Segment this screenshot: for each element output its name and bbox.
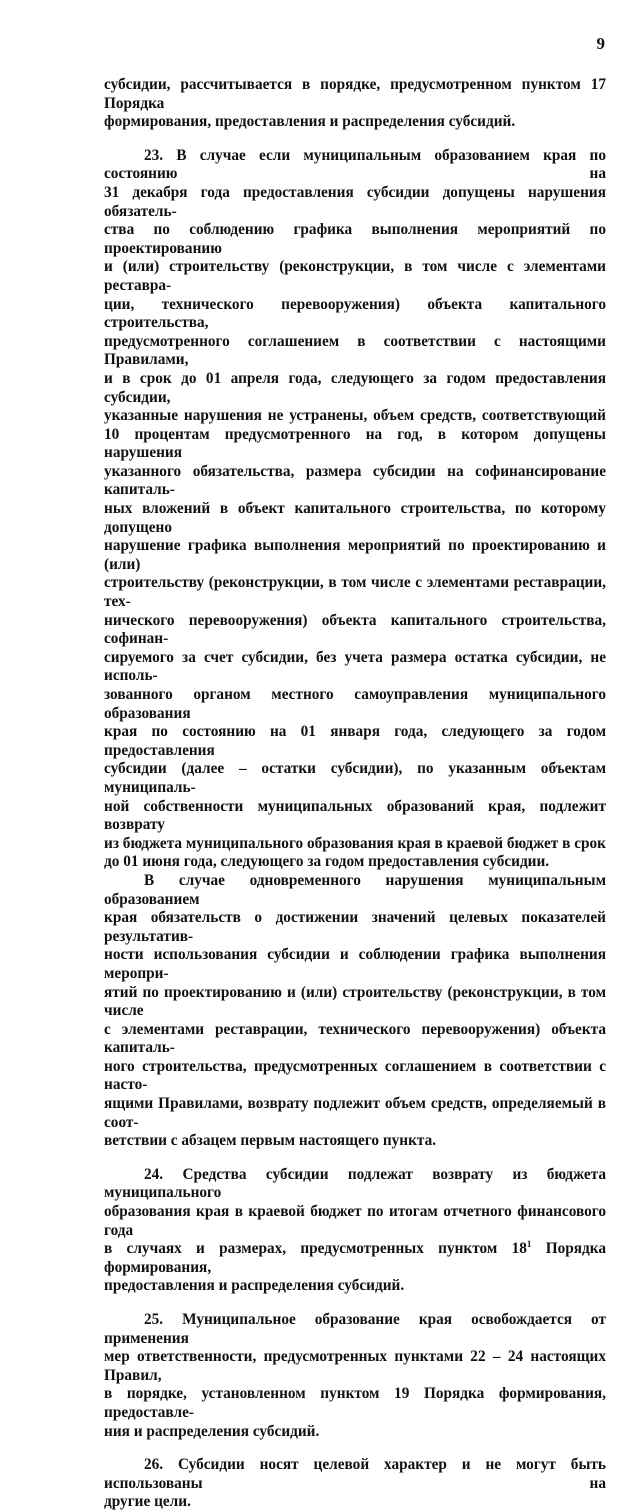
text-line: предоставления и распределения субсидий.	[104, 1277, 405, 1295]
text-line: субсидии (далее – остатки субсидии), по указанным объектам муниципаль-	[104, 760, 606, 796]
text-line: предусмотренного соглашением в соответствии с настоящими Правилами,	[104, 332, 606, 369]
text-line: ства по соблюдению графика выполнения мероприятий по проектированию	[104, 221, 606, 257]
text-line: ции, технического перевооружения) объекта капитального строительства,	[104, 295, 606, 332]
text-line: ветствии с абзацем первым настоящего пункта.	[104, 1132, 437, 1150]
paragraph	[104, 1311, 606, 1441]
text-line: ния и распределения субсидий.	[104, 1422, 320, 1440]
text-line: 26. Субсидии носят целевой характер и не могут быть использованы на	[104, 1456, 606, 1492]
text-line: 23. В случае если муниципальным образованием края по состоянию на	[104, 146, 606, 183]
text-line: мер ответственности, предусмотренных пунктами 22 – 24 настоящих Правил,	[104, 1348, 606, 1384]
text-line: 10 процентам предусмотренного на год, в котором допущены нарушения	[104, 425, 606, 462]
document-body	[104, 76, 606, 1512]
text-line: ных вложений в объект капитального строительства, по которому допущено	[104, 500, 606, 536]
paragraph	[104, 147, 606, 872]
text-line: другие цели.	[104, 1493, 191, 1511]
text-line: и в срок до 01 апреля года, следующего за годом предоставления субсидии,	[104, 369, 606, 406]
text-line: в порядке, установленном пунктом 19 Порядка формирования, предоставле-	[104, 1385, 606, 1421]
text-line: 24. Средства субсидии подлежат возврату из бюджета муниципального	[104, 1165, 606, 1202]
text-line: ящими Правилами, возврату подлежит объем средств, определяемый в соот-	[104, 1095, 606, 1131]
text-line: образования края в краевой бюджет по итогам отчетного финансового года	[104, 1203, 606, 1239]
footnote-superscript: 1	[526, 1239, 532, 1250]
paragraph	[104, 872, 606, 1151]
text-line: В случае одновременного нарушения муниципальным образованием	[104, 871, 606, 908]
text-line: 31 декабря года предоставления субсидии допущены нарушения обязатель-	[104, 183, 606, 220]
text-line: ной собственности муниципальных образований края, подлежит возврату	[104, 797, 606, 834]
text-line: ности использования субсидии и соблюдении графика выполнения меропри-	[104, 946, 606, 982]
text-line: субсидии, рассчитывается в порядке, предусмотренном пунктом 17 Порядка	[104, 76, 606, 112]
page-number: 9	[596, 34, 605, 53]
text-line: 25. Муниципальное образование края освобождается от применения	[104, 1311, 606, 1347]
text-line: ного строительства, предусмотренных соглашением в соответствии с насто-	[104, 1057, 606, 1094]
text-line: с элементами реставрации, технического перевооружения) объекта капиталь-	[104, 1020, 606, 1057]
text-line: указанного обязательства, размера субсидии на софинансирование капиталь-	[104, 462, 606, 499]
text-line: из бюджета муниципального образования края в краевой бюджет в срок	[104, 834, 606, 852]
text-line: зованного органом местного самоуправления муниципального образования	[104, 686, 606, 722]
text-line: нарушение графика выполнения мероприятий по проектированию и (или)	[104, 537, 606, 573]
paragraph	[104, 1166, 606, 1296]
text-line: в случаях и размерах, предусмотренных пунктом $18^1$ Порядка формирования,	[104, 1239, 606, 1276]
paragraph	[104, 1456, 606, 1512]
text-line: формирования, предоставления и распределения субсидий.	[104, 113, 516, 131]
text-line: указанные нарушения не устранены, объем средств, соответствующий	[104, 407, 606, 425]
text-line: ятий по проектированию и (или) строительству (реконструкции, в том числе	[104, 983, 606, 1020]
text-line: края по состоянию на 01 января года, следующего за годом предоставления	[104, 723, 606, 759]
text-line: строительству (реконструкции, в том числе с элементами реставрации, тех-	[104, 574, 606, 611]
text-line: края обязательств о достижении значений целевых показателей результатив-	[104, 909, 606, 945]
text-line: до 01 июня года, следующего за годом предоставления субсидии.	[104, 853, 550, 871]
text-line: сируемого за счет субсидии, без учета размера остатка субсидии, не исполь-	[104, 648, 606, 685]
paragraph	[104, 76, 606, 132]
text-line: нического перевооружения) объекта капитального строительства, софинан-	[104, 611, 606, 648]
text-line: и (или) строительству (реконструкции, в том числе с элементами реставра-	[104, 258, 606, 294]
